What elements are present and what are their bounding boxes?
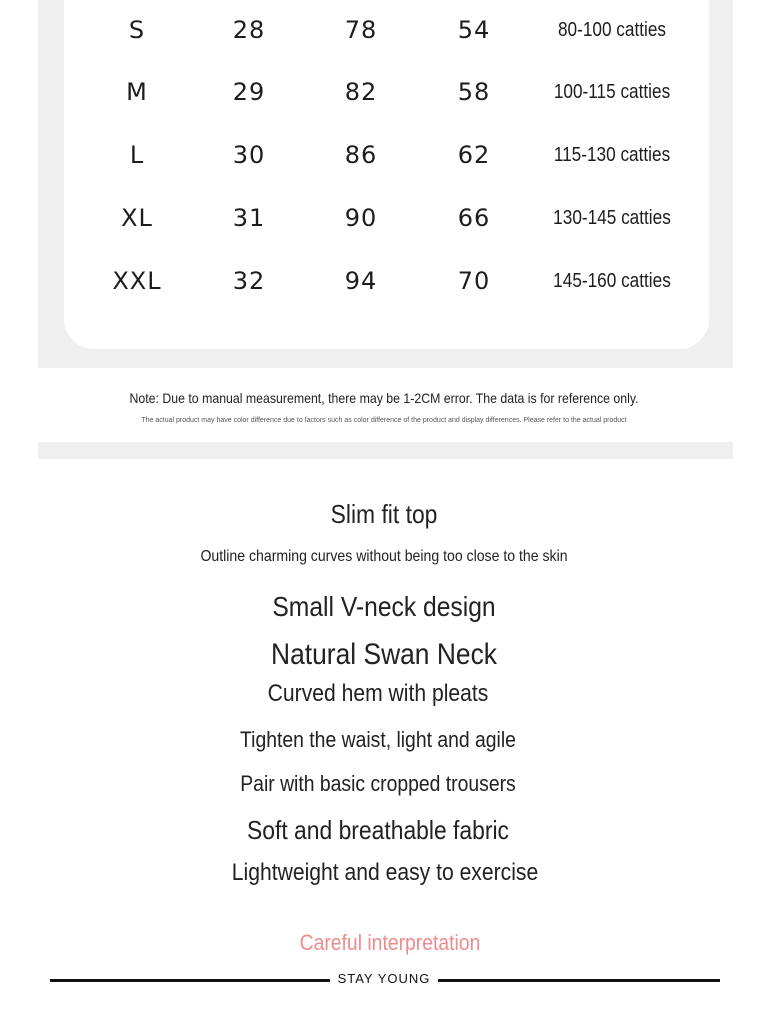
size-cell: XL [121, 204, 153, 232]
feature-line: Curved hem with pleats [267, 680, 489, 707]
table-row [64, 198, 709, 238]
feature-title: Slim fit top [330, 499, 438, 529]
note-divider [38, 442, 733, 459]
section-title: Careful interpretation [299, 930, 481, 955]
measure-cell: 86 [344, 141, 378, 169]
measure-cell: 94 [344, 267, 378, 295]
feature-line: Soft and breathable fabric [246, 815, 510, 845]
divider-left [50, 979, 330, 982]
table-row [64, 135, 709, 175]
tagline: STAY YOUNG [337, 971, 431, 986]
color-disclaimer: The actual product may have color difference due to factors such as color difference of the product and display differences. Please refer to the actual product [141, 417, 627, 424]
table-row [64, 10, 709, 50]
measure-cell: 58 [457, 78, 491, 106]
measure-cell: 31 [232, 204, 266, 232]
measure-cell: 54 [457, 16, 491, 44]
table-row [64, 261, 709, 301]
measure-cell: 70 [457, 267, 491, 295]
feature-subtitle: Outline charming curves without being too close to the skin [200, 548, 568, 565]
feature-line: Natural Swan Neck [271, 638, 497, 671]
feature-line: Pair with basic cropped trousers [240, 771, 516, 796]
size-cell: M [126, 78, 148, 106]
feature-line: Small V-neck design [272, 591, 496, 622]
measure-cell: 28 [232, 16, 266, 44]
table-row [64, 72, 709, 112]
measure-cell: 29 [232, 78, 266, 106]
measure-cell: 66 [457, 204, 491, 232]
size-cell: L [129, 141, 145, 169]
weight-cell: 145-160 catties [553, 270, 671, 292]
measure-cell: 90 [344, 204, 378, 232]
feature-line: Tighten the waist, light and agile [240, 727, 516, 752]
measure-cell: 78 [344, 16, 378, 44]
measure-cell: 82 [344, 78, 378, 106]
weight-cell: 100-115 catties [553, 81, 671, 103]
measure-cell: 30 [232, 141, 266, 169]
weight-cell: 130-145 catties [553, 207, 671, 229]
measure-cell: 62 [457, 141, 491, 169]
measure-cell: 32 [232, 267, 266, 295]
size-cell: XXL [112, 267, 162, 295]
size-cell: S [128, 16, 146, 44]
weight-cell: 115-130 catties [553, 144, 671, 166]
divider-right [438, 979, 720, 982]
measurement-note: Note: Due to manual measurement, there may be 1-2CM error. The data is for reference only. [129, 390, 639, 406]
feature-line: Lightweight and easy to exercise [231, 859, 539, 886]
weight-cell: 80-100 catties [557, 19, 667, 41]
